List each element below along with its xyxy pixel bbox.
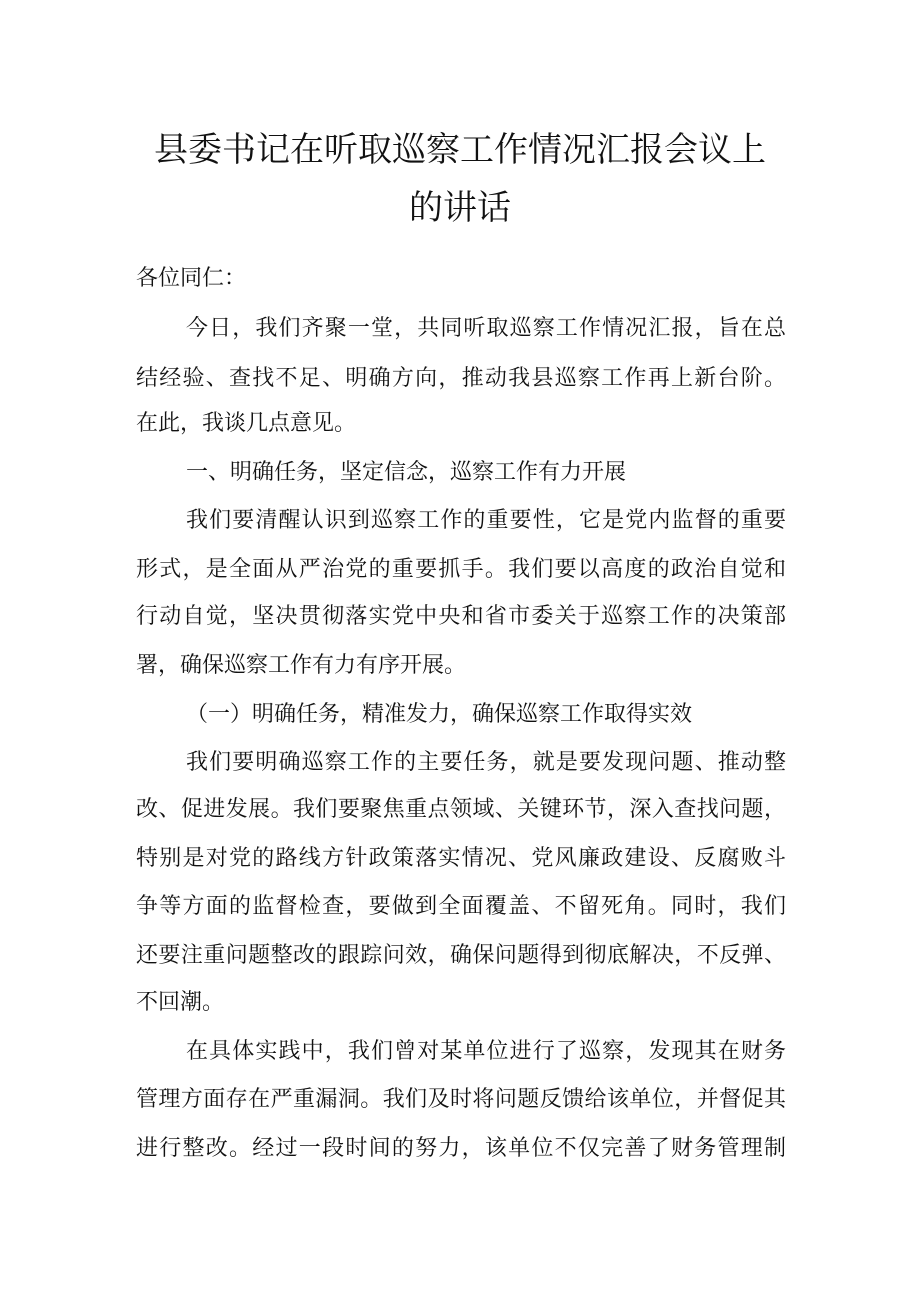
section-heading: 一、明确任务，坚定信念，巡察工作有力开展 [186, 460, 627, 485]
paragraph-line: 行动自觉，坚决贯彻落实党中央和省市委关于巡察工作的决策部 [136, 604, 786, 629]
paragraph-line: 争等方面的监督检查，要做到全面覆盖、不留死角。同时，我们 [136, 894, 786, 919]
paragraph-line: 在此，我谈几点意见。 [136, 411, 357, 436]
paragraph-line: 管理方面存在严重漏洞。我们及时将问题反馈给该单位，并督促其 [136, 1087, 786, 1112]
paragraph-line: 我们要明确巡察工作的主要任务，就是要发现问题、推动整 [186, 750, 786, 775]
paragraph-line: 我们要清醒认识到巡察工作的重要性，它是党内监督的重要 [186, 508, 786, 533]
subsection-heading: （一）明确任务，精准发力，确保巡察工作取得实效 [186, 702, 693, 727]
paragraph-line: 改、促进发展。我们要聚焦重点领域、关键环节，深入查找问题， [136, 797, 786, 822]
paragraph-line: 今日，我们齐聚一堂，共同听取巡察工作情况汇报，旨在总 [186, 316, 786, 341]
paragraph-line: 特别是对党的路线方针政策落实情况、党风廉政建设、反腐败斗 [136, 846, 786, 871]
paragraph-line: 结经验、查找不足、明确方向，推动我县巡察工作再上新台阶。 [136, 366, 786, 391]
paragraph-line: 还要注重问题整改的跟踪问效，确保问题得到彻底解决，不反弹、 [136, 943, 786, 968]
salutation: 各位同仁： [136, 266, 247, 291]
document-title-line-2: 的讲话 [409, 188, 511, 228]
paragraph-line: 不回潮。 [136, 990, 225, 1015]
paragraph-line: 署，确保巡察工作有力有序开展。 [136, 653, 467, 678]
document-title-line-1: 县委书记在听取巡察工作情况汇报会议上 [154, 130, 766, 170]
paragraph-line: 进行整改。经过一段时间的努力，该单位不仅完善了财务管理制 [136, 1136, 786, 1161]
paragraph-line: 在具体实践中，我们曾对某单位进行了巡察，发现其在财务 [186, 1039, 786, 1064]
paragraph-line: 形式，是全面从严治党的重要抓手。我们要以高度的政治自觉和 [136, 557, 786, 582]
